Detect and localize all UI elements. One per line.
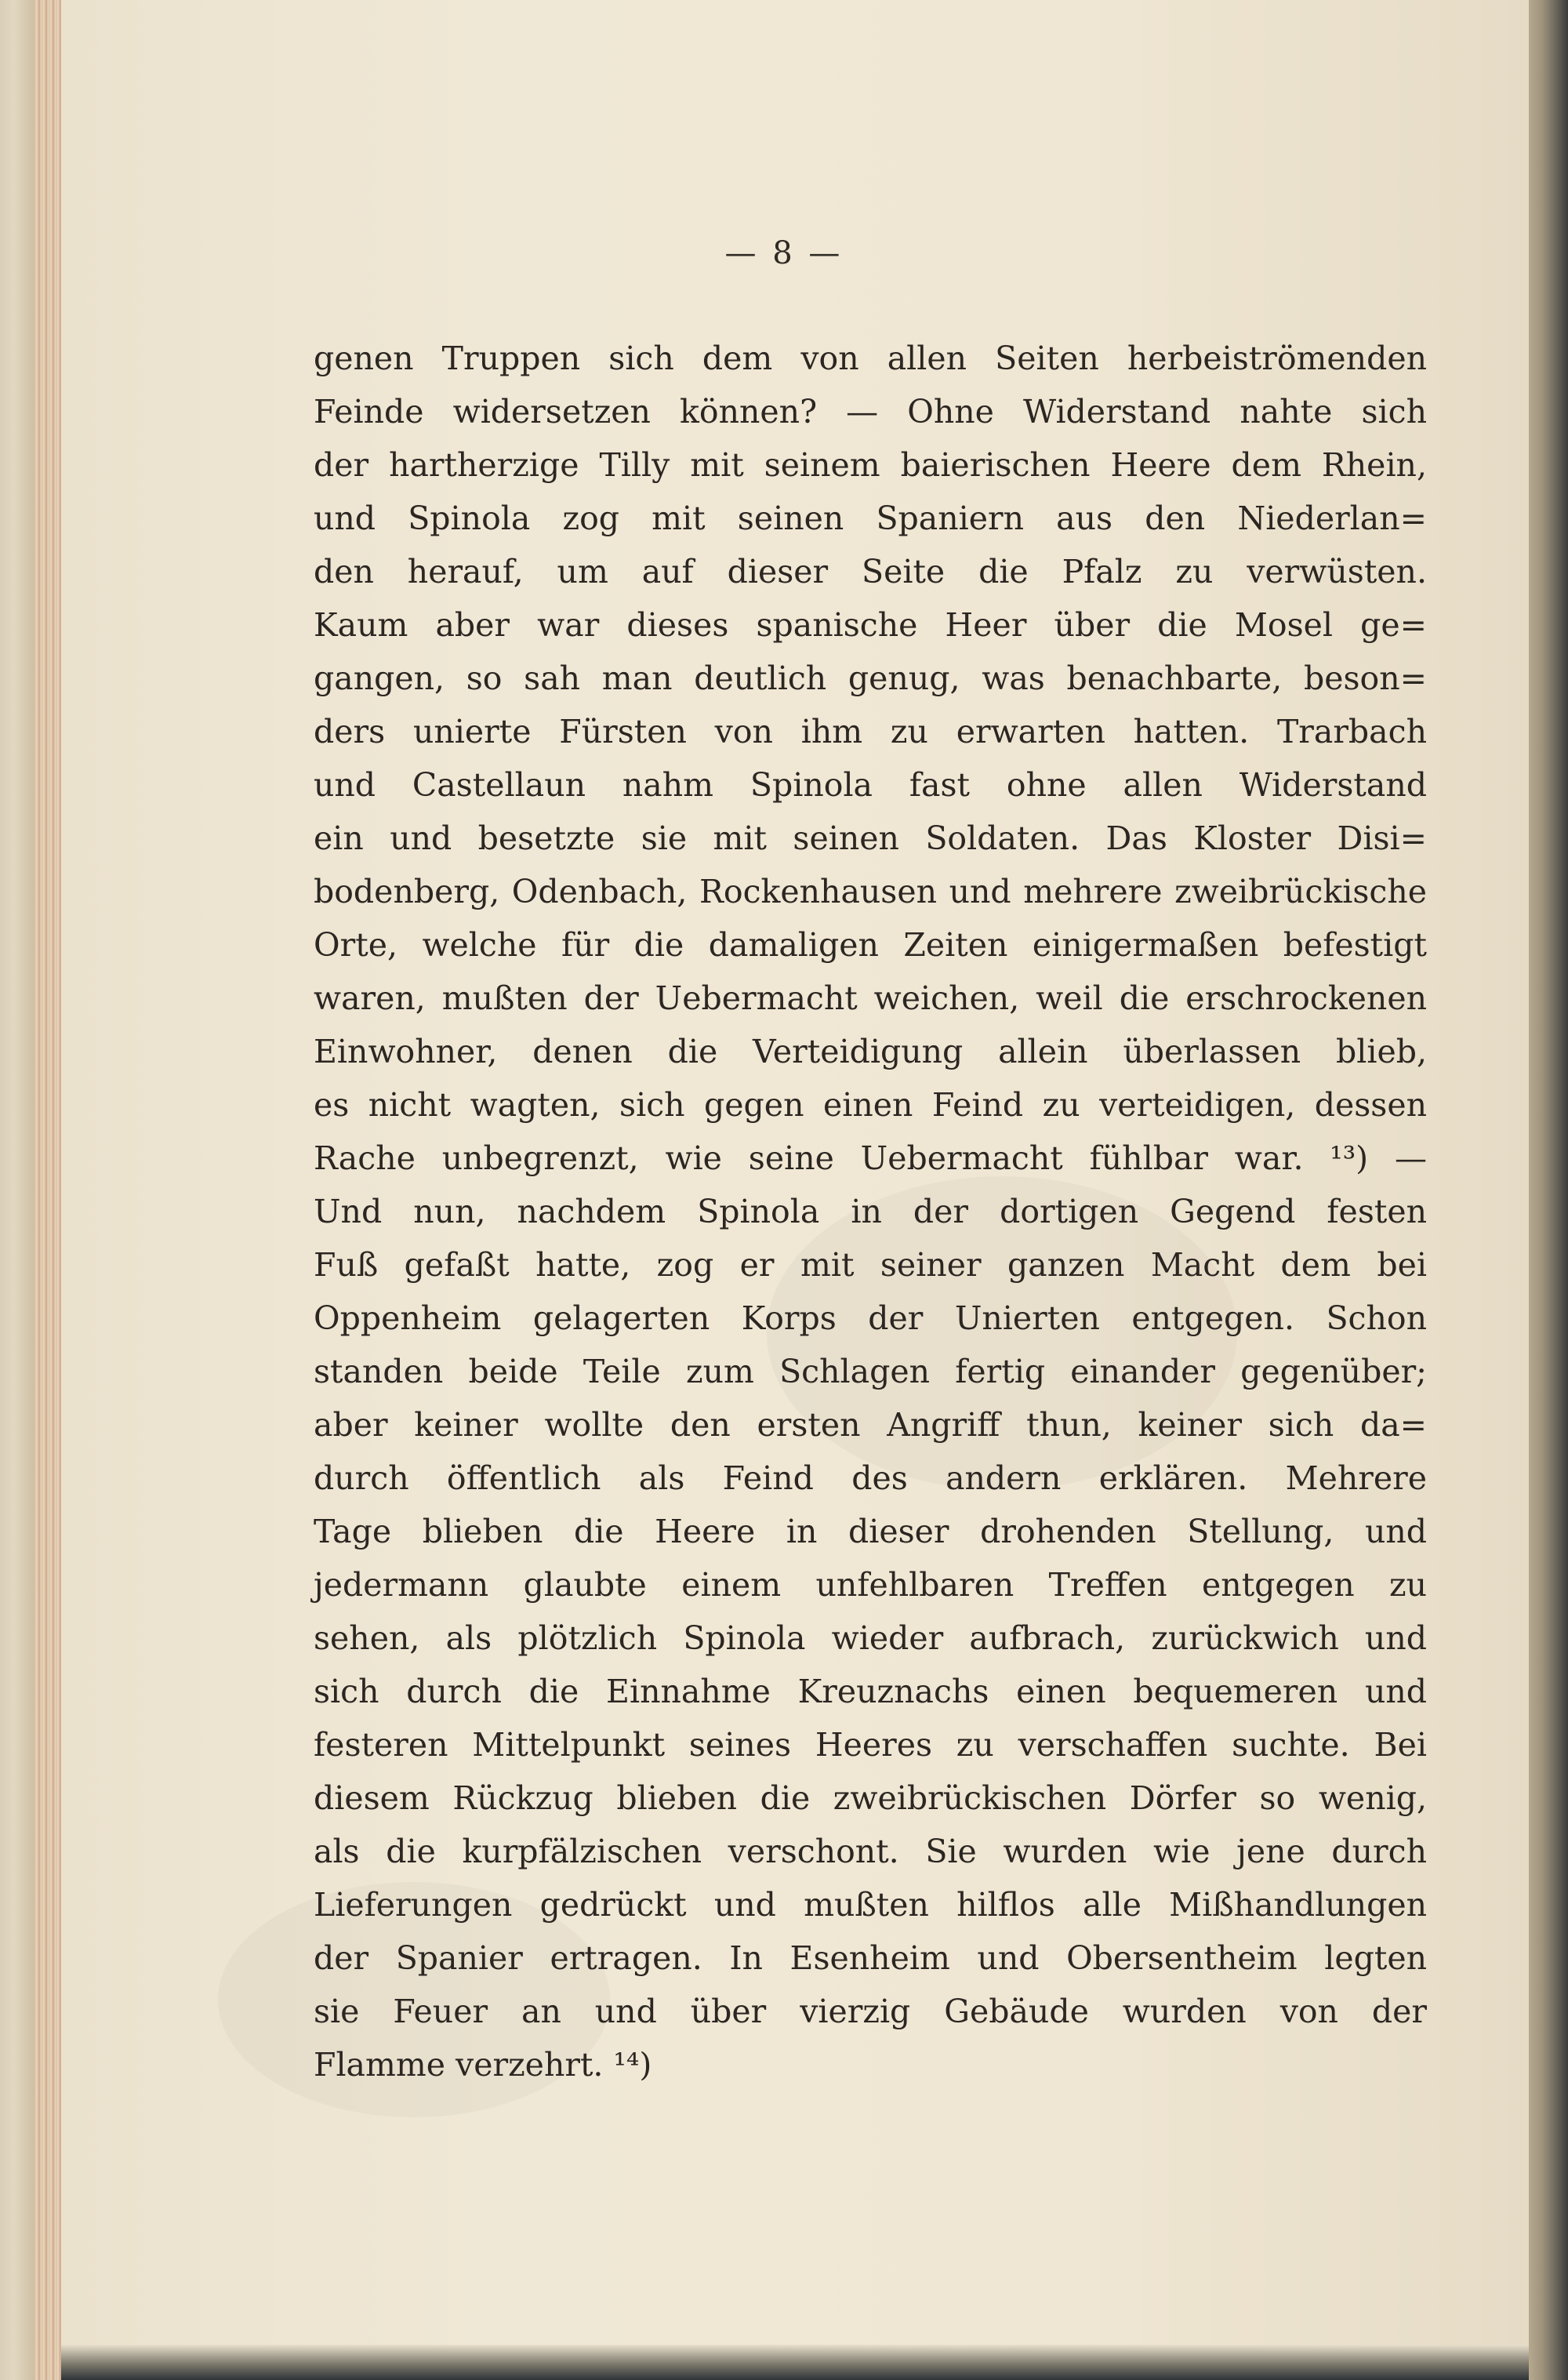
page-stack-edge — [34, 0, 61, 2380]
text-line: Tage blieben die Heere in dieser drohenden Stellung, und — [314, 1513, 1427, 1550]
text-line: genen Truppen sich dem von allen Seiten herbeiströmenden — [314, 340, 1427, 377]
text-line: Feinde widersetzen können? — Ohne Widerstand nahte sich — [314, 393, 1427, 431]
text-line: gangen, so sah man deutlich genug, was benachbarte, beson= — [314, 659, 1427, 697]
text-line: den herauf, um auf dieser Seite die Pfalz zu verwüsten. — [314, 553, 1427, 590]
right-page-edge — [1529, 0, 1568, 2380]
text-line: sehen, als plötzlich Spinola wieder aufbrach, zurückwich und — [314, 1619, 1427, 1657]
page-number: — 8 — — [724, 235, 844, 271]
text-line: Orte, welche für die damaligen Zeiten einigermaßen befestigt — [314, 926, 1427, 964]
text-line: Oppenheim gelagerten Korps der Unierten entgegen. Schon — [314, 1299, 1427, 1337]
text-line: und Spinola zog mit seinen Spaniern aus den Niederlan= — [314, 500, 1427, 537]
text-line: diesem Rückzug blieben die zweibrückischen Dörfer so wenig, — [314, 1779, 1427, 1817]
text-line: und Castellaun nahm Spinola fast ohne allen Widerstand — [314, 766, 1427, 804]
text-line: als die kurpfälzischen verschont. Sie wurden wie jene durch — [314, 1833, 1427, 1870]
bottom-page-edge — [61, 2345, 1529, 2380]
text-line: der hartherzige Tilly mit seinem baierischen Heere dem Rhein, — [314, 446, 1427, 484]
text-line: durch öffentlich als Feind des andern erklären. Mehrere — [314, 1459, 1427, 1497]
text-line: standen beide Teile zum Schlagen fertig einander gegenüber; — [314, 1353, 1427, 1390]
text-line: Einwohner, denen die Verteidigung allein überlassen blieb, — [314, 1033, 1427, 1070]
text-line: Rache unbegrenzt, wie seine Uebermacht fühlbar war. ¹³) — — [314, 1139, 1427, 1177]
text-line: jedermann glaubte einem unfehlbaren Treffen entgegen zu — [314, 1566, 1427, 1604]
book-binding — [0, 0, 34, 2380]
text-line: es nicht wagten, sich gegen einen Feind zu verteidigen, dessen — [314, 1086, 1427, 1124]
text-line: der Spanier ertragen. In Esenheim und Obersentheim legten — [314, 1939, 1427, 1977]
text-line: ein und besetzte sie mit seinen Soldaten. Das Kloster Disi= — [314, 819, 1427, 857]
text-line: aber keiner wollte den ersten Angriff thun, keiner sich da= — [314, 1406, 1427, 1444]
text-line: Und nun, nachdem Spinola in der dortigen Gegend festen — [314, 1193, 1427, 1230]
text-line: ders unierte Fürsten von ihm zu erwarten hatten. Trarbach — [314, 713, 1427, 750]
text-line: Lieferungen gedrückt und mußten hilflos alle Mißhandlungen — [314, 1886, 1427, 1924]
text-line: bodenberg, Odenbach, Rockenhausen und mehrere zweibrückische — [314, 873, 1427, 910]
text-line: Flamme verzehrt. ¹⁴) — [314, 2046, 652, 2084]
text-line: Fuß gefaßt hatte, zog er mit seiner ganzen Macht dem bei — [314, 1246, 1427, 1284]
text-line: Kaum aber war dieses spanische Heer über die Mosel ge= — [314, 606, 1427, 644]
text-line: sie Feuer an und über vierzig Gebäude wurden von der — [314, 1993, 1427, 2030]
text-line: sich durch die Einnahme Kreuznachs einen bequemeren und — [314, 1673, 1427, 1710]
body-text — [314, 333, 1427, 2137]
text-line: festeren Mittelpunkt seines Heeres zu verschaffen suchte. Bei — [314, 1726, 1427, 1764]
text-line: waren, mußten der Uebermacht weichen, weil die erschrockenen — [314, 979, 1427, 1017]
